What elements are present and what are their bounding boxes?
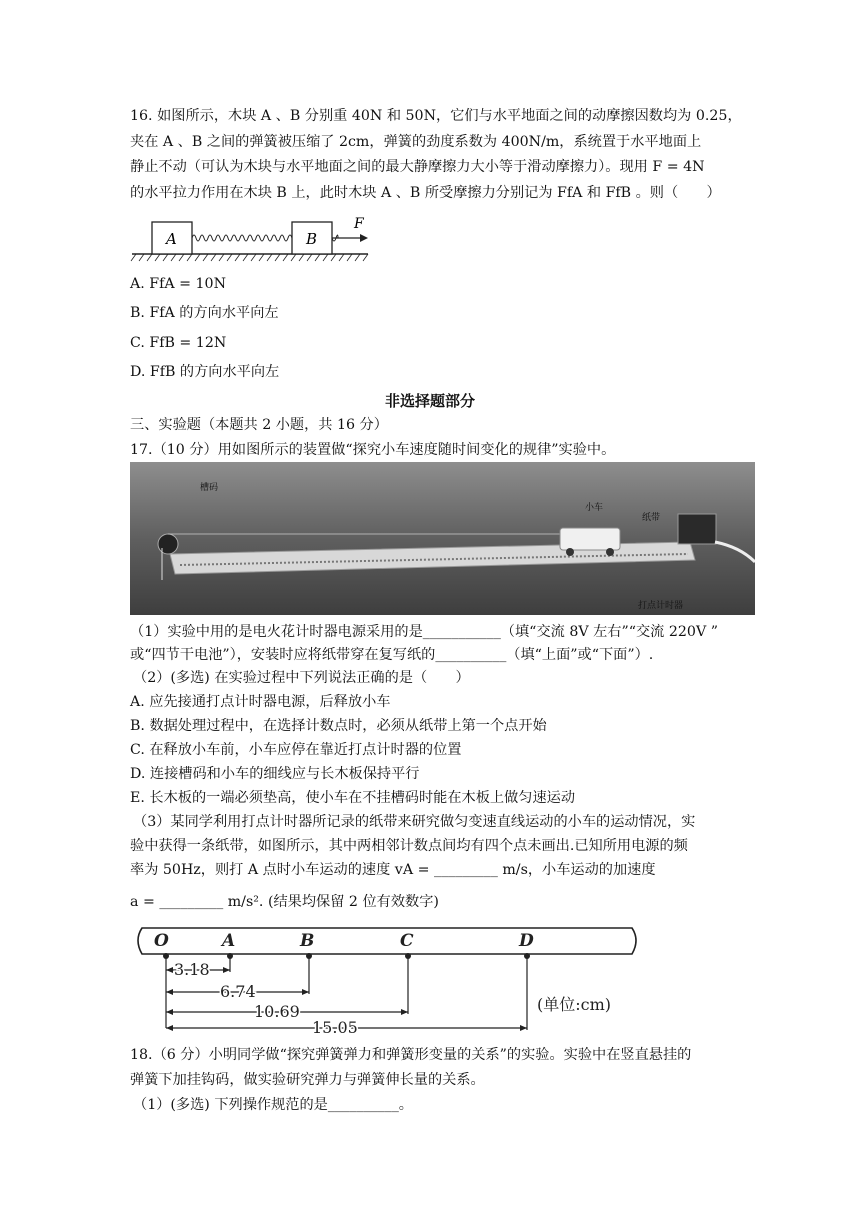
q17-p3c: 率为 50Hz，则打 A 点时小车运动的速度 vA = _________ m/s，小车运动的加速度 bbox=[130, 862, 656, 878]
paper-tape-figure bbox=[132, 920, 644, 1038]
block-a-label: A bbox=[166, 230, 177, 248]
q17-p2-option-a: A. 应先接通打点计时器电源，后释放小车 bbox=[130, 694, 391, 710]
spring-blocks-figure bbox=[130, 214, 370, 264]
point-c: C bbox=[400, 931, 414, 951]
q18-intro2: 弹簧下加挂钩码，做实验研究弹力与弹簧伸长量的关系。 bbox=[130, 1072, 485, 1088]
q16-option-b: B. FfA 的方向水平向左 bbox=[130, 305, 279, 321]
q17-p2-option-d: D. 连接槽码和小车的细线应与长木板保持平行 bbox=[130, 766, 420, 782]
tape-strip bbox=[138, 928, 636, 954]
q17-p2-option-b: B. 数据处理过程中，在选择计数点时，必须从纸带上第一个点开始 bbox=[130, 718, 547, 734]
cart bbox=[560, 528, 620, 550]
q17-p3a: （3）某同学利用打点计时器所记录的纸带来研究做匀变速直线运动的小车的运动情况，实 bbox=[133, 814, 696, 830]
q16-line1: 16. 如图所示，木块 A 、B 分别重 40N 和 50N，它们与水平地面之间的动摩擦因数均为 0.25， bbox=[130, 108, 742, 124]
q17-p2-option-e: E. 长木板的一端必须垫高，使小车在不挂槽码时能在木板上做匀速运动 bbox=[130, 790, 576, 806]
timer-label: 打点计时器 bbox=[638, 601, 684, 611]
block-b-label: B bbox=[306, 230, 318, 248]
part3-heading: 三、实验题（本题共 2 小题，共 16 分） bbox=[130, 417, 388, 433]
q17-p3b: 验中获得一条纸带，如图所示，其中两相邻计数点间均有四个点未画出.已知所用电源的频 bbox=[130, 838, 688, 854]
q17-intro: 17.（10 分）用如图所示的装置做“探究小车速度随时间变化的规律”实验中。 bbox=[130, 442, 616, 458]
timer bbox=[678, 514, 716, 544]
force-label: F bbox=[354, 216, 364, 232]
q16-option-d: D. FfB 的方向水平向左 bbox=[130, 364, 280, 380]
point-o: O bbox=[154, 931, 169, 951]
point-b: B bbox=[300, 931, 315, 951]
q16-option-c: C. FfB = 12N bbox=[130, 335, 227, 351]
pulley bbox=[158, 534, 178, 554]
section-title: 非选择题部分 bbox=[384, 392, 475, 410]
q17-p1b: 或“四节干电池”），安装时应将纸带穿在复写纸的__________（填“上面”或“下面”）. bbox=[130, 647, 654, 663]
apparatus-photo bbox=[130, 462, 755, 615]
point-d: D bbox=[519, 931, 534, 951]
distance-od: 15.05 bbox=[312, 1018, 358, 1037]
point-a: A bbox=[222, 931, 236, 951]
q16-line2: 夹在 A 、B 之间的弹簧被压缩了 2cm，弹簧的劲度系数为 400N/m，系统置于水平地面上 bbox=[130, 134, 702, 150]
distance-ob: 6.74 bbox=[220, 982, 256, 1001]
q18-p1: （1）(多选) 下列操作规范的是__________。 bbox=[133, 1097, 413, 1113]
q16-line4: 的水平拉力作用在木块 B 上，此时木块 A 、B 所受摩擦力分别记为 FfA 和 FfB 。则（ ） bbox=[130, 185, 721, 201]
q16-option-a: A. FfA = 10N bbox=[130, 276, 226, 292]
q17-p1a: （1）实验中用的是电火花计时器电源采用的是___________（填“交流 8V 左右”“交流 220V ” bbox=[130, 624, 718, 640]
unit-label: (单位:cm) bbox=[537, 995, 612, 1014]
q17-p2: （2）(多选) 在实验过程中下列说法正确的是（ ） bbox=[133, 670, 470, 686]
weight-label: 槽码 bbox=[200, 483, 219, 493]
q18-intro1: 18.（6 分）小明同学做“探究弹簧弹力和弹簧形变量的关系”的实验。实验中在竖直悬挂的 bbox=[130, 1047, 692, 1063]
distance-oa: 3.18 bbox=[174, 960, 210, 979]
q17-p2-option-c: C. 在释放小车前，小车应停在靠近打点计时器的位置 bbox=[130, 742, 462, 758]
distance-oc: 10.69 bbox=[254, 1002, 300, 1021]
cart-label: 小车 bbox=[585, 503, 604, 513]
tape-label: 纸带 bbox=[642, 513, 661, 523]
q17-p3d: a = _________ m/s². (结果均保留 2 位有效数字) bbox=[130, 894, 439, 910]
q16-line3: 静止不动（可认为木块与水平地面之间的最大静摩擦力大小等于滑动摩擦力）。现用 F = 4N bbox=[130, 159, 705, 175]
